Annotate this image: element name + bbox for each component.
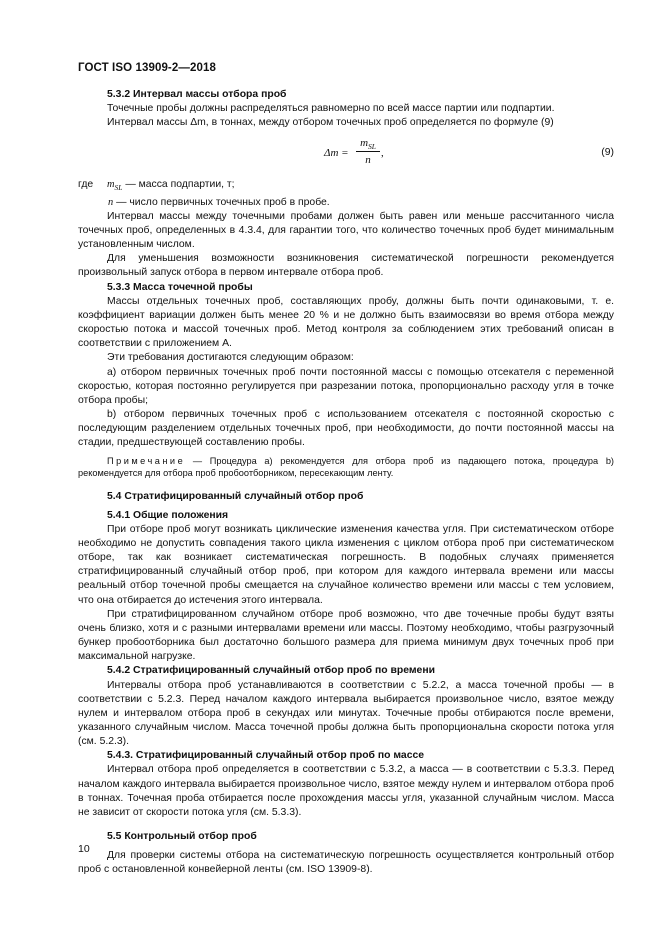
paragraph: Для уменьшения возможности возникновения систематической погрешности рекомендуется произвольный запуск отбора в первом интервале отбора проб.: [78, 253, 614, 279]
section-5-5-title: 5.5 Контрольный отбор проб: [107, 831, 257, 843]
note: Примечание — Процедура а) рекомендуется для отбора проб из падающего потока, процедура b) рекомендуется для отбора проб пробоотборником, пересекающим ленту.: [78, 455, 614, 479]
paragraph: Интервал массы Δm, в тоннах, между отбором точечных проб определяется по формуле (9): [107, 117, 554, 129]
section-5-3-3-title: 5.3.3 Масса точечной пробы: [107, 281, 253, 293]
paragraph: Для проверки системы отбора на систематическую погрешность осуществляется контрольный отбор проб с остановленной конвейерной ленты (см. ISO 13909-8).: [78, 850, 614, 876]
list-item-b: b) отбором первичных точечных проб с использованием отсекателя с постоянной скоростью с последующим разделением отдельных точечных проб, при необходимости, до почти постоянной массы на стадии, предшествующей составлению пробы.: [78, 409, 614, 449]
formula-9: Δm = $m_{SL}$ n , (9): [324, 137, 614, 167]
where-line-1: где $m_{SL}$ — масса подпартии, т;: [78, 179, 235, 193]
formula-denominator: n: [365, 154, 371, 167]
formula-lhs: Δm =: [324, 147, 349, 160]
paragraph: Интервал массы между точечными пробами должен быть равен или меньше рассчитанного числа точечных проб, определенных в 4.3.4, для гарантии того, что количество точечных проб будет минимальным установленным числом.: [78, 210, 614, 251]
formula-number: (9): [601, 147, 614, 159]
document-header: ГОСТ ISO 13909-2—2018: [78, 62, 216, 74]
formula-numerator: $m_{SL}$: [360, 137, 376, 152]
document-body: [78, 88, 614, 878]
paragraph: Массы отдельных точечных проб, составляющих пробу, должны быть почти одинаковыми, т. е. коэффициент вариации должен быть менее 20 % и не должно быть взаимосвязи во время отбора между скоростью потока и массой точечных проб. Метод контроля за соблюдением этих требований описан в соответствии с приложением А.: [78, 295, 614, 350]
section-5-4-title: 5.4 Стратифицированный случайный отбор проб: [107, 490, 364, 502]
fraction-bar: [356, 151, 380, 152]
paragraph: Эти требования достигаются следующим образом:: [107, 352, 354, 364]
section-5-4-3-title: 5.4.3. Стратифицированный случайный отбор проб по массе: [107, 750, 425, 762]
paragraph: При стратифицированном случайном отборе проб возможно, что две точечные пробы будут взяты очень близко, хотя и с разными интервалами времени или массы. Поэтому необходимо, чтобы разгрузочный бункер пробоотборника был достаточно большого размера для приема минимум двух точечных проб при максимальной нагрузке.: [78, 608, 614, 663]
section-5-4-1-title: 5.4.1 Общие положения: [107, 509, 229, 521]
paragraph: Точечные пробы должны распределяться равномерно по всей массе партии или подпартии.: [107, 103, 555, 115]
where-line-2: n — число первичных точечных проб в пробе.: [108, 196, 330, 208]
list-item-a: а) отбором первичных точечных проб почти постоянной массы с помощью отсекателя с переменной скоростью, которая постоянно регулируется при разрезании потока, пропорционально расходу угля в точке отбора пробы;: [78, 366, 614, 406]
section-5-3-2-title: 5.3.2 Интервал массы отбора проб: [107, 89, 287, 100]
paragraph: При отборе проб могут возникать циклические изменения качества угля. При систематическом отборе необходимо не допустить совпадения такого цикла изменения с циклом отбора проб при систематическом отборе, так как возникает систематическая погрешность. В подобных случаях применяется стратифицированный случайный отбор проб, при котором для каждого интервала времени или массы реальный отбор точечной пробы смещается на случайное количество времени или массы с тем условием, что она отбирается до истечения этого интервала.: [78, 523, 614, 606]
section-5-4-2-title: 5.4.2 Стратифицированный случайный отбор проб по времени: [107, 665, 435, 677]
paragraph: Интервалы отбора проб устанавливаются в соответствии с 5.2.2, а масса точечной пробы — в соответствии с 5.2.3. Перед началом каждого интервала выбирается произвольное число, взятое между нулем и интервалом отбора проб в секундах или минутах. Точечные пробы отбираются после времени, указанного случайным числом. Масса точечной пробы должна быть пропорциональна скорости потока угля (см. 5.2.3).: [78, 679, 614, 748]
paragraph: Интервал отбора проб определяется в соответствии с 5.3.2, а масса — в соответствии с 5.3.3. Перед началом каждого интервала выбирается произвольное число, взятое между нулем и интервалом отбора проб в тоннах. Точечная проба отбирается после прохождения массы угля, указанной случайным числом. Масса не зависит от скорости потока угля (см. 5.3.3).: [78, 764, 614, 818]
page-number: 10: [78, 843, 90, 855]
